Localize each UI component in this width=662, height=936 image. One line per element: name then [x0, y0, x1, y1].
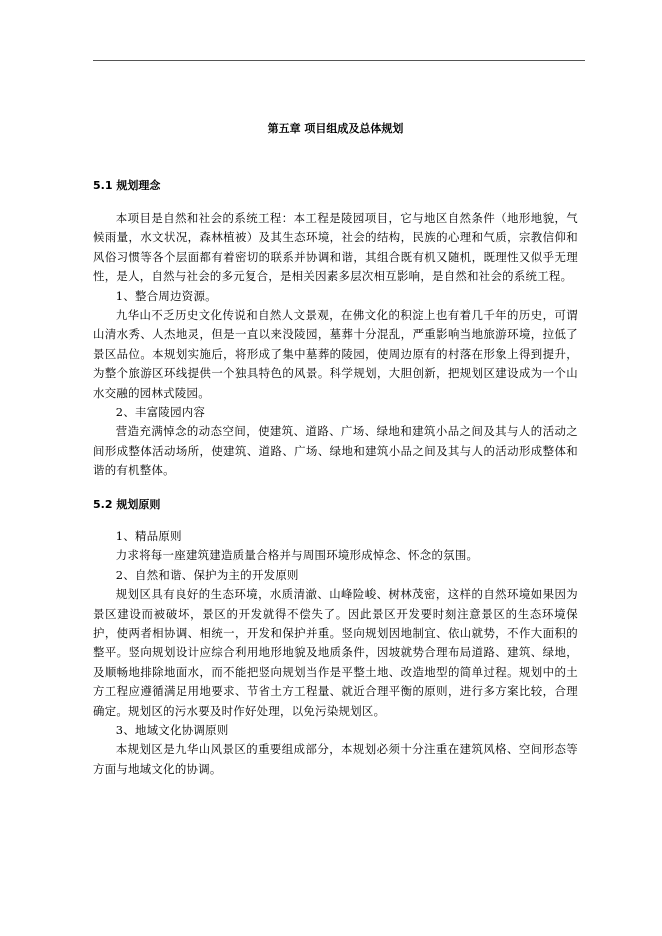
header-rule [93, 60, 585, 61]
section-5-1-item-1-title: 1、整合周边资源。 [115, 288, 217, 303]
section-heading-5-1: 5.1 规划理念 [93, 179, 161, 192]
section-5-2-body [93, 527, 578, 779]
section-5-2-item-2-body: 规划区具有良好的生态环境，水质清澈、山峰险峻、树林茂密，这样的自然环境如果因为景区建设而被破坏，景区的开发就得不偿失了。因此景区开发要时刻注意景区的生态环境保护，使两者相协调、相统一，开发和保护并重。竖向规划因地制宜、依山就势，不作大面积的整平。竖向规划设计应综合利用地形地貌及地质条件，因坡就势合理布局道路、建筑、绿地，及顺畅地排除地面水，而不能把竖向规划当作是平整土地、改造地型的简单过程。规划中的土方工程应遵循满足用地要求、节省土方工程量、就近合理平衡的原则，进行多方案比较，合理确定。规划区的污水要及时作好处理，以免污染规划区。 [93, 587, 578, 718]
section-5-2-item-2-title: 2、自然和谐、保护为主的开发原则 [115, 567, 299, 582]
chapter-title: 第五章 项目组成及总体规划 [267, 122, 404, 135]
section-5-2-item-1-title: 1、精品原则 [115, 529, 182, 543]
section-5-1-item-2-title: 2、丰富陵园内容 [115, 405, 206, 420]
section-5-2-item-1-body: 力求将每一座建筑建造质量合格并与周围环境形成悼念、怀念的氛围。 [115, 548, 479, 563]
section-heading-5-2: 5.2 规划原则 [93, 498, 161, 511]
section-5-1-item-1-body: 九华山不乏历史文化传说和自然人文景观，在佛文化的积淀上也有着几千年的历史，可谓山清水秀、人杰地灵，但是一直以来没陵园，墓葬十分混乱，严重影响当地旅游环境，拉低了景区品位。本规划实施后，将形成了集中墓葬的陵园，使周边原有的村落在形象上得到提升，为整个旅游区环线提供一个独具特色的风景。科学规划，大胆创新，把规划区建设成为一个山水交融的园林式陵园。 [93, 308, 578, 400]
section-5-1-body [93, 209, 578, 481]
section-5-2-item-3-title: 3、地域文化协调原则 [115, 723, 229, 738]
section-5-2-item-3-body: 本规划区是九华山风景区的重要组成部分，本规划必须十分注重在建筑风格、空间形态等方面与地域文化的协调。 [93, 742, 578, 776]
section-5-1-item-2-body: 营造充满悼念的动态空间，使建筑、道路、广场、绿地和建筑小品之间及其与人的活动之间形成整体活动场所，使建筑、道路、广场、绿地和建筑小品之间及其与人的活动形成整体和谐的有机整体。 [93, 424, 578, 478]
section-5-1-intro: 本项目是自然和社会的系统工程：本工程是陵园项目，它与地区自然条件（地形地貌，气候雨量，水文状况，森林植被）及其生态环境，社会的结构，民族的心理和气质，宗教信仰和风俗习惯等各个层面都有着密切的联系并协调和谐，其组合既有机又随机，既理性又似乎无理性，是人，自然与社会的多元复合，是相关因素多层次相互影响，是自然和社会的系统工程。 [93, 211, 578, 284]
